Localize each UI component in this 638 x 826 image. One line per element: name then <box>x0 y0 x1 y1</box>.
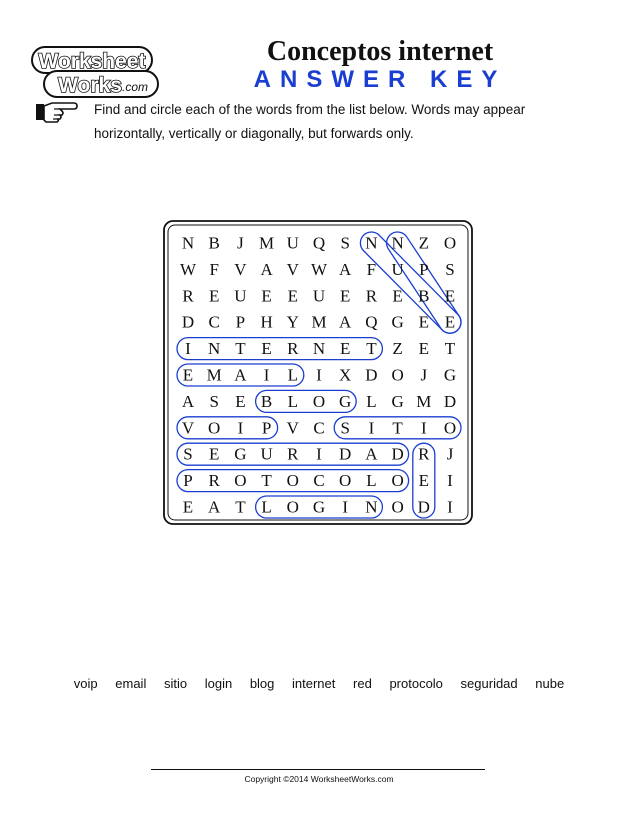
grid-letter: Q <box>365 312 378 332</box>
logo-line2: Works <box>58 74 122 97</box>
page-title: Conceptos internet <box>266 36 494 67</box>
grid-letter: S <box>445 259 455 279</box>
grid-letter: B <box>418 286 430 306</box>
grid-letter: A <box>339 259 352 279</box>
grid-letter: M <box>311 312 327 332</box>
grid-letter: P <box>235 312 246 332</box>
grid-letter: P <box>261 418 272 438</box>
instructions-text: Find and circle each of the words from the list below. Words may appear horizontally, vertically or diagonally, but forwards only. <box>94 102 526 141</box>
grid-letter: E <box>392 286 403 306</box>
grid-letter: E <box>209 444 220 464</box>
grid-letter: E <box>261 286 272 306</box>
grid-letter: D <box>391 444 404 464</box>
word-list-item: nube <box>535 676 565 691</box>
grid-letter: N <box>181 233 195 253</box>
pointing-hand-icon <box>34 98 78 126</box>
grid-letter: E <box>287 286 298 306</box>
grid-letter: A <box>365 444 378 464</box>
grid-letter: S <box>340 233 350 253</box>
grid-letter: R <box>182 286 194 306</box>
grid-letter: R <box>287 444 299 464</box>
grid-letter: I <box>263 365 270 385</box>
grid-letter: F <box>209 259 219 279</box>
grid-letter: Y <box>286 312 299 332</box>
grid-letter: T <box>444 339 456 359</box>
word-list-item: seguridad <box>460 676 518 691</box>
grid-letter: J <box>446 444 454 464</box>
grid-letter: D <box>339 444 352 464</box>
svg-text:Works <box>58 74 122 97</box>
grid-letter: B <box>208 233 220 253</box>
grid-letter: N <box>365 233 378 253</box>
grid-letter: V <box>181 418 195 438</box>
grid-letter: I <box>316 444 322 464</box>
grid-letter: A <box>260 259 273 279</box>
copyright-text: Copyright ©2014 WorksheetWorks.com <box>244 774 394 784</box>
word-list-item: blog <box>249 676 275 691</box>
word-list-item: sitio <box>163 676 188 691</box>
word-list-item: login <box>204 676 233 691</box>
grid-letter: A <box>208 497 221 517</box>
word-list-item: email <box>115 676 147 691</box>
grid-letter: A <box>234 365 247 385</box>
grid-letter: L <box>261 497 272 517</box>
grid-letter: I <box>420 418 427 438</box>
grid-letter: W <box>179 259 197 279</box>
grid-letter: O <box>391 471 404 491</box>
grid-letter: I <box>237 418 244 438</box>
grid-letter: U <box>234 286 247 306</box>
grid-letter: M <box>259 233 275 253</box>
grid-letter: Z <box>418 233 429 253</box>
answer-key-label: ANSWER KEY <box>253 66 507 93</box>
grid-letter: E <box>235 391 246 411</box>
grid-letter: Z <box>392 339 403 359</box>
logo-suffix: .com <box>121 80 149 94</box>
grid-letter: R <box>208 471 220 491</box>
grid-letter: N <box>391 233 404 253</box>
word-list-item: internet <box>292 676 336 691</box>
word-list-item: protocolo <box>389 676 443 691</box>
grid-letter: P <box>183 471 193 491</box>
grid-letter: L <box>287 391 298 411</box>
grid-letter: S <box>209 391 219 411</box>
grid-letter: U <box>312 286 326 306</box>
grid-letter: E <box>418 471 429 491</box>
grid-letter: A <box>339 312 352 332</box>
grid-letter: L <box>366 471 377 491</box>
grid-letter: T <box>235 497 246 517</box>
grid-letter: I <box>447 471 453 491</box>
grid-letter: G <box>443 365 457 385</box>
grid-letter: E <box>444 312 456 332</box>
grid-letter: I <box>342 497 349 517</box>
grid-letter: E <box>340 286 351 306</box>
grid-letter: F <box>366 259 377 279</box>
grid-letter: O <box>443 233 457 253</box>
grid-letter: O <box>286 497 299 517</box>
grid-letter: L <box>287 365 298 385</box>
grid-letter: C <box>313 471 325 491</box>
grid-letter: O <box>234 471 247 491</box>
grid-letter: O <box>391 365 404 385</box>
logo-line1: Worksheet <box>38 50 146 73</box>
grid-letter: I <box>447 497 453 517</box>
grid-letter: R <box>365 286 378 306</box>
grid-letter: T <box>392 418 403 438</box>
grid-letter: E <box>418 339 429 359</box>
grid-letter: U <box>260 444 273 464</box>
footer-divider <box>151 769 485 770</box>
grid-letter: D <box>365 365 378 385</box>
grid-letter: A <box>181 391 195 411</box>
grid-letter: C <box>208 312 220 332</box>
grid-letter: O <box>443 418 457 438</box>
grid-letter: O <box>286 471 299 491</box>
grid-letter: I <box>316 365 322 385</box>
grid-letter: X <box>339 365 352 385</box>
word-search-puzzle <box>163 220 473 525</box>
grid-letter: J <box>237 233 244 253</box>
grid-letter: I <box>368 418 375 438</box>
grid-letter: O <box>339 471 352 491</box>
grid-letter: G <box>391 391 404 411</box>
grid-letter: G <box>391 312 404 332</box>
grid-letter: E <box>209 286 220 306</box>
grid-letter: G <box>234 444 247 464</box>
grid-letter: L <box>366 391 377 411</box>
grid-letter: O <box>391 497 404 517</box>
grid-letter: E <box>182 497 194 517</box>
grid-letter: O <box>312 391 326 411</box>
grid-letter: W <box>310 259 328 279</box>
grid-letter: M <box>416 391 432 411</box>
grid-letter: E <box>182 365 194 385</box>
grid-letter: C <box>313 418 325 438</box>
grid-letter: D <box>181 312 195 332</box>
grid-letter: R <box>287 339 299 359</box>
grid-letter: S <box>183 444 193 464</box>
grid-letter: B <box>260 391 273 411</box>
worksheetworks-logo <box>30 44 160 100</box>
grid-letter: V <box>286 259 299 279</box>
grid-letter: P <box>419 259 429 279</box>
grid-letter: T <box>261 471 272 491</box>
grid-letter: N <box>312 339 326 359</box>
grid-letter: D <box>417 497 430 517</box>
grid-letter: E <box>340 339 351 359</box>
word-list-item: red <box>353 676 372 691</box>
grid-letter: J <box>420 365 428 385</box>
grid-letter: Q <box>312 233 326 253</box>
grid-letter: V <box>234 259 247 279</box>
grid-letter: E <box>444 286 456 306</box>
grid-letter: H <box>260 312 273 332</box>
grid-letter: V <box>286 418 299 438</box>
grid-letter: N <box>208 339 221 359</box>
grid-letter: S <box>340 418 350 438</box>
grid-letter: U <box>286 233 299 253</box>
grid-letter: N <box>365 497 378 517</box>
grid-letter: I <box>185 339 191 359</box>
word-list-item: voip <box>73 676 98 691</box>
grid-letter: T <box>235 339 246 359</box>
letter-grid <box>180 234 456 517</box>
grid-letter: E <box>418 312 429 332</box>
grid-letter: D <box>443 391 457 411</box>
grid-letter: E <box>261 339 272 359</box>
grid-letter: R <box>418 444 430 464</box>
grid-letter: M <box>206 365 222 385</box>
word-list <box>0 676 638 691</box>
grid-letter: U <box>391 259 404 279</box>
grid-letter: O <box>208 418 221 438</box>
grid-letter: T <box>366 339 377 359</box>
grid-letter: G <box>339 391 352 411</box>
grid-letter: G <box>312 497 326 517</box>
